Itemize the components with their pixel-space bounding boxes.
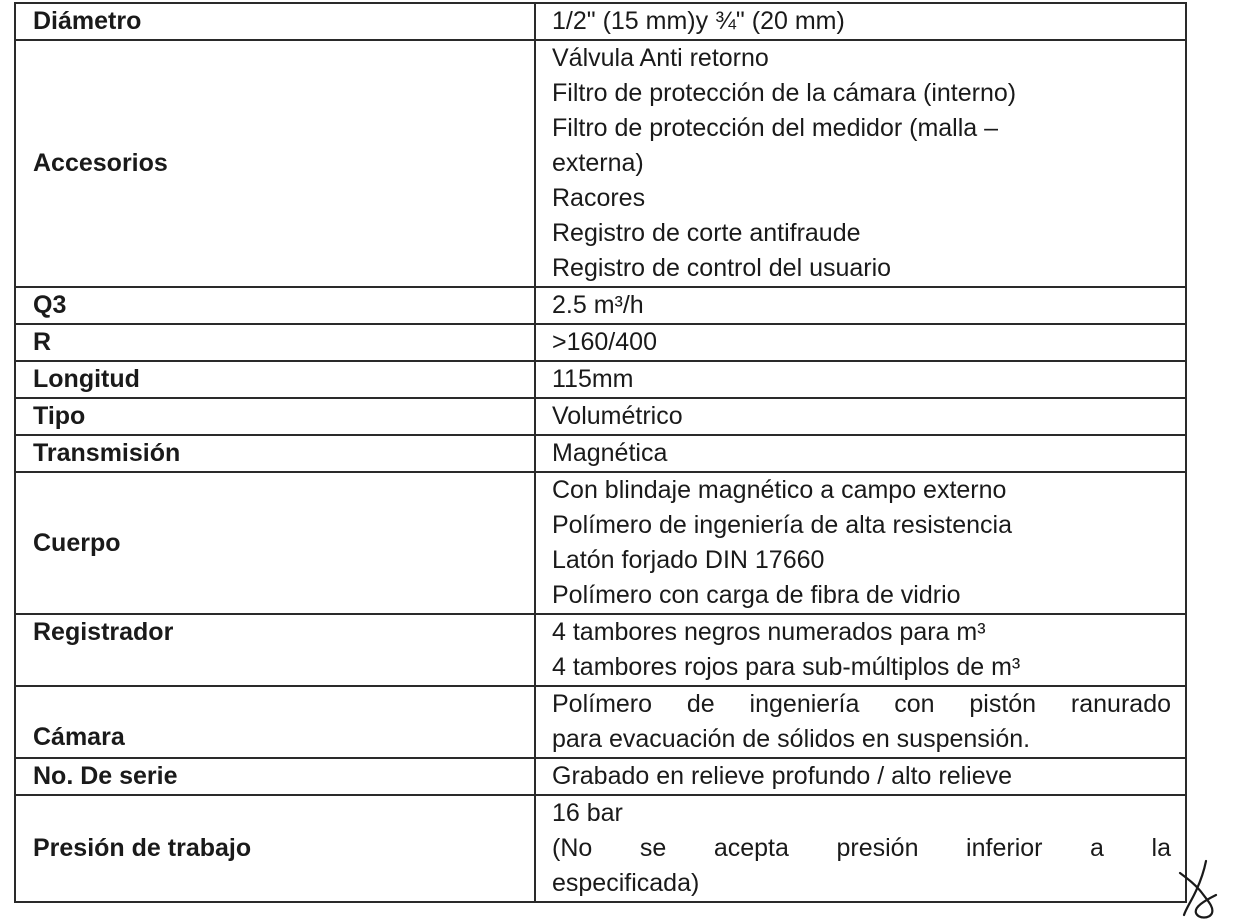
row-label: [15, 614, 535, 686]
row-value: [535, 614, 1186, 686]
table-row-presion-de-trabajo: [15, 795, 1186, 902]
value-line: para evacuación de sólidos en suspensión.: [552, 725, 1031, 753]
value-line: Registro de control del usuario: [552, 254, 892, 282]
value-line: Registro de corte antifraude: [552, 219, 861, 247]
row-label-text: Cámara: [33, 723, 125, 751]
value-line: Volumétrico: [552, 402, 683, 430]
row-value: [535, 795, 1186, 902]
row-value: [535, 324, 1186, 361]
value-line: 4 tambores negros numerados para m³: [552, 618, 986, 646]
table-row-longitud: [15, 361, 1186, 398]
value-line: Polímero con carga de fibra de vidrio: [552, 581, 961, 609]
row-value: [535, 398, 1186, 435]
value-line: Filtro de protección de la cámara (interno): [552, 79, 1017, 107]
value-line: Polímero de ingeniería de alta resistencia: [552, 511, 1012, 539]
value-line: Latón forjado DIN 17660: [552, 546, 825, 574]
row-value: [535, 686, 1186, 758]
row-label: Longitud: [15, 361, 535, 398]
value-line: Magnética: [552, 439, 668, 467]
row-label: Tipo: [15, 398, 535, 435]
signature-mark: [1172, 855, 1228, 921]
row-value: [535, 472, 1186, 614]
table-row-tipo: [15, 398, 1186, 435]
row-label: Accesorios: [15, 40, 535, 287]
table-row-accesorios: [15, 40, 1186, 287]
row-label: Q3: [15, 287, 535, 324]
table-row-no-de-serie: [15, 758, 1186, 795]
row-value: [535, 40, 1186, 287]
table-row-transmision: [15, 435, 1186, 472]
row-label: R: [15, 324, 535, 361]
row-label: Diámetro: [15, 3, 535, 40]
row-label: Transmisión: [15, 435, 535, 472]
value-line: Válvula Anti retorno: [552, 44, 769, 72]
value-line: (No se acepta presión inferior a la: [552, 834, 1171, 862]
value-line: externa): [552, 149, 644, 177]
value-line: Filtro de protección del medidor (malla –: [552, 114, 999, 142]
value-line: 16 bar: [552, 799, 623, 827]
value-line: 1/2" (15 mm)y ¾" (20 mm): [552, 7, 845, 35]
row-value: [535, 758, 1186, 795]
value-line: Polímero de ingeniería con pistón ranurado: [552, 690, 1171, 718]
row-label: No. De serie: [15, 758, 535, 795]
table-row-cuerpo: [15, 472, 1186, 614]
value-line: 4 tambores rojos para sub-múltiplos de m³: [552, 653, 1021, 681]
row-value: [535, 361, 1186, 398]
row-label-text: Registrador: [33, 618, 174, 646]
table-row-r: [15, 324, 1186, 361]
value-line: Grabado en relieve profundo / alto relieve: [552, 762, 1013, 790]
row-value: [535, 435, 1186, 472]
row-label: Presión de trabajo: [15, 795, 535, 902]
value-line: >160/400: [552, 328, 657, 356]
spec-table: [14, 2, 1187, 903]
value-line: 2.5 m³/h: [552, 291, 644, 319]
value-line: 115mm: [552, 365, 634, 393]
table-row-camara: [15, 686, 1186, 758]
row-label: [15, 686, 535, 758]
row-value: [535, 3, 1186, 40]
row-value: [535, 287, 1186, 324]
value-line: Racores: [552, 184, 646, 212]
value-line: Con blindaje magnético a campo externo: [552, 476, 1007, 504]
table-row-registrador: [15, 614, 1186, 686]
table-row-q3: [15, 287, 1186, 324]
value-line: especificada): [552, 869, 700, 897]
row-label: Cuerpo: [15, 472, 535, 614]
table-row-diametro: [15, 3, 1186, 40]
